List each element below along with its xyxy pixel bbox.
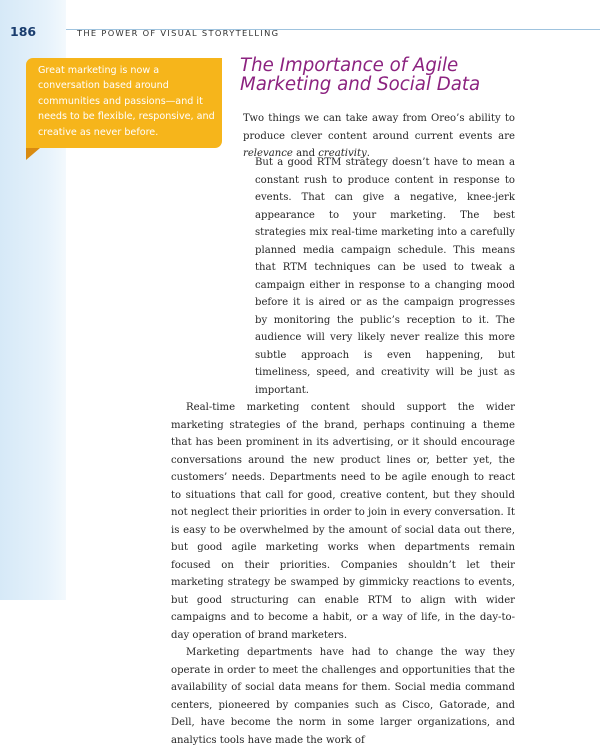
body-paragraph-1: But a good RTM strategy doesn’t have to mean a constant rush to produce content in response to events. That can give a negative, knee-jerk appearance to your marketing. The best strategies mix real-time marketing into a carefully planned media campaign schedule. This means that RTM techniques can be used to tweak a campaign either in response to a changing mood before it is aired or as the campaign progresses by monitoring the public’s reception to it. The audience will very likely never realize this more subtle approach is even happening, but timeliness, speed, and creativity will be just as important. — [255, 157, 515, 396]
body-paragraph-2: Real-time marketing content should support the wider marketing strategies of the brand, perhaps continuing a theme that has been prominent in its advertising, or it should encourage conversations around the new product lines or, better yet, the customers’ needs. Departments need to be agile enough to react to situations that call for good, creative content, but they should not neglect their priorities in order to join in every conversation. It is easy to be overwhelmed by the amount of social data out there, but good agile marketing works when departments remain focused on their priorities. Companies shouldn’t let their marketing strategy be swamped by gimmicky reactions to events, but good structuring can enable RTM to align with wider campaigns and to become a habit, or a way of life, in the day-to-day operation of brand marketers. — [171, 402, 515, 641]
intro-text-mid: and — [292, 148, 319, 159]
intro-emphasis-creativity: creativity — [318, 148, 367, 159]
running-head: THE POWER OF VISUAL STORYTELLING — [77, 28, 280, 38]
intro-text-start: Two things we can take away from Oreo’s ability to produce clever content around current events are — [243, 113, 515, 142]
intro-text-end: . — [366, 148, 370, 159]
pull-quote-text: Great marketing is now a conversation based around communities and passions—and it needs to be flexible, responsive, and creative as never before. — [38, 65, 215, 138]
section-title-line-1: The Importance of Agile — [240, 55, 459, 76]
section-title — [240, 56, 530, 94]
body-paragraph-3: Marketing departments have had to change the way they operate in order to meet the challenges and opportunities that the availability of social data means for them. Social media command centers, pioneered by companies such as Cisco, Gatorade, and Dell, have become the norm in some larger organizations, and analytics tools have made the work of — [171, 647, 515, 746]
intro-emphasis-relevance: relevance — [243, 148, 293, 159]
page-number: 186 — [10, 24, 37, 39]
body-text — [171, 154, 515, 749]
section-title-line-2: Marketing and Social Data — [240, 74, 481, 95]
pull-quote-tail — [26, 148, 40, 160]
